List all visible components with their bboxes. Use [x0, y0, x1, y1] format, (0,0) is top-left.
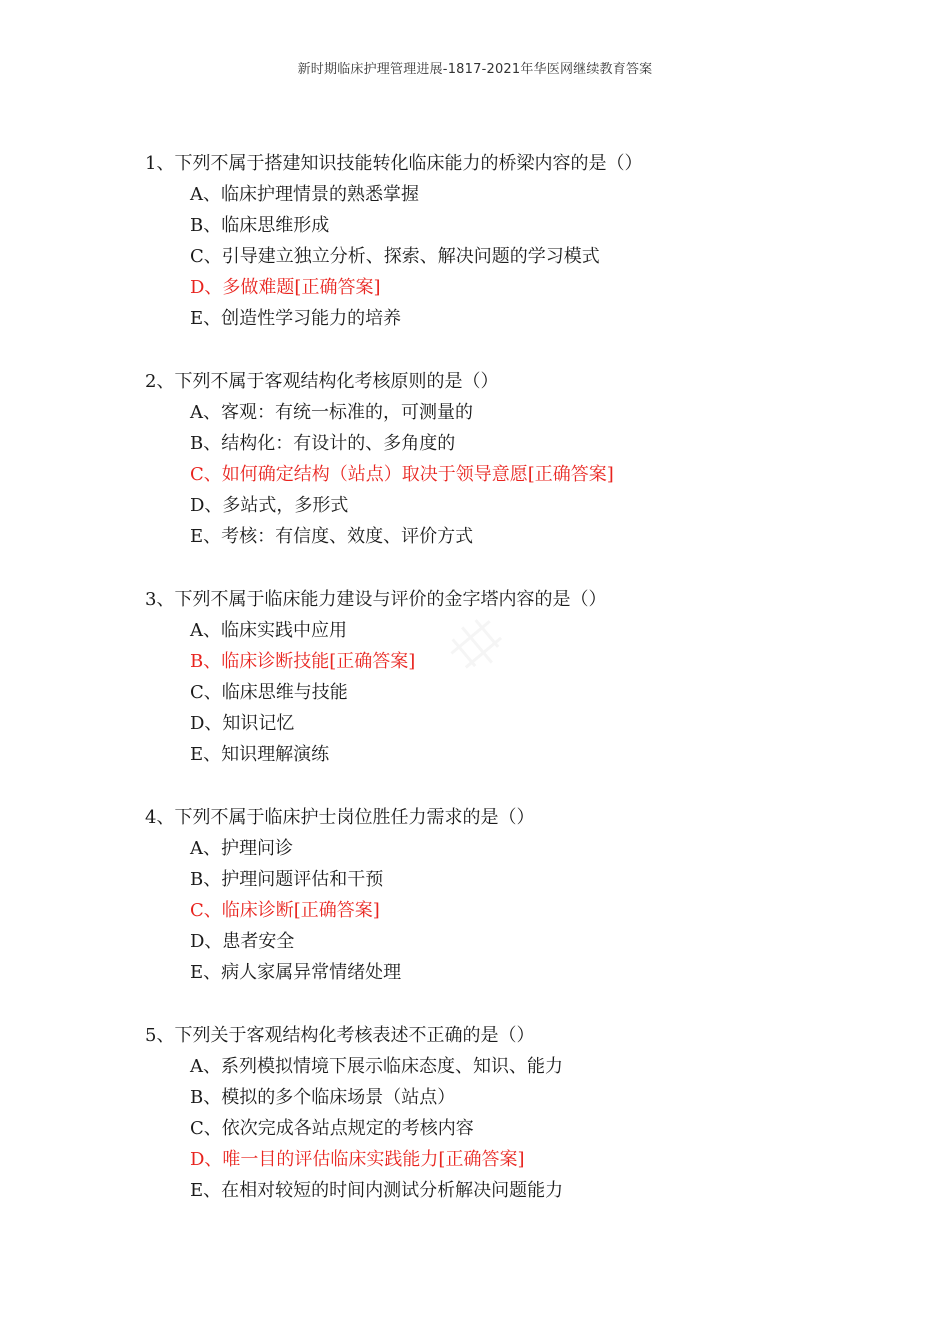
- option-a: A、临床实践中应用: [190, 620, 347, 641]
- option-d: D、多做难题[正确答案]: [190, 277, 381, 298]
- option-c: C、如何确定结构（站点）取决于领导意愿[正确答案]: [190, 464, 614, 485]
- option-b: B、模拟的多个临床场景（站点）: [190, 1087, 456, 1108]
- option-a: A、临床护理情景的熟悉掌握: [190, 184, 419, 205]
- question-1: [145, 148, 845, 334]
- option-b: B、结构化：有设计的、多角度的: [190, 433, 456, 454]
- question-stem: 1、下列不属于搭建知识技能转化临床能力的桥梁内容的是（）: [145, 153, 643, 174]
- option-a: A、系列模拟情境下展示临床态度、知识、能力: [190, 1056, 563, 1077]
- option-e: E、病人家属异常情绪处理: [190, 962, 402, 983]
- option-a: A、护理问诊: [190, 838, 293, 859]
- option-c: C、临床诊断[正确答案]: [190, 900, 380, 921]
- option-e: E、创造性学习能力的培养: [190, 308, 402, 329]
- option-c: C、临床思维与技能: [190, 682, 348, 703]
- question-4: [145, 802, 845, 988]
- question-stem: 4、下列不属于临床护士岗位胜任力需求的是（）: [145, 807, 535, 828]
- option-c: C、依次完成各站点规定的考核内容: [190, 1118, 474, 1139]
- option-e: E、考核：有信度、效度、评价方式: [190, 526, 474, 547]
- option-c: C、引导建立独立分析、探索、解决问题的学习模式: [190, 246, 600, 267]
- question-stem: 5、下列关于客观结构化考核表述不正确的是（）: [145, 1025, 535, 1046]
- option-a: A、客观：有统一标准的，可测量的: [190, 402, 473, 423]
- page-header-title: 新时期临床护理管理进展-1817-2021年华医网继续教育答案: [297, 62, 653, 77]
- question-2: [145, 366, 845, 552]
- question-stem: 2、下列不属于客观结构化考核原则的是（）: [145, 371, 499, 392]
- option-b: B、护理问题评估和干预: [190, 869, 384, 890]
- option-d: D、多站式，多形式: [190, 495, 349, 516]
- question-3: [145, 584, 845, 770]
- option-d: D、知识记忆: [190, 713, 295, 734]
- option-e: E、知识理解演练: [190, 744, 330, 765]
- option-b: B、临床诊断技能[正确答案]: [190, 651, 416, 672]
- option-d: D、唯一目的评估临床实践能力[正确答案]: [190, 1149, 525, 1170]
- option-d: D、患者安全: [190, 931, 295, 952]
- question-stem: 3、下列不属于临床能力建设与评价的金字塔内容的是（）: [145, 589, 607, 610]
- question-5: [145, 1020, 845, 1206]
- option-e: E、在相对较短的时间内测试分析解决问题能力: [190, 1180, 564, 1201]
- option-b: B、临床思维形成: [190, 215, 330, 236]
